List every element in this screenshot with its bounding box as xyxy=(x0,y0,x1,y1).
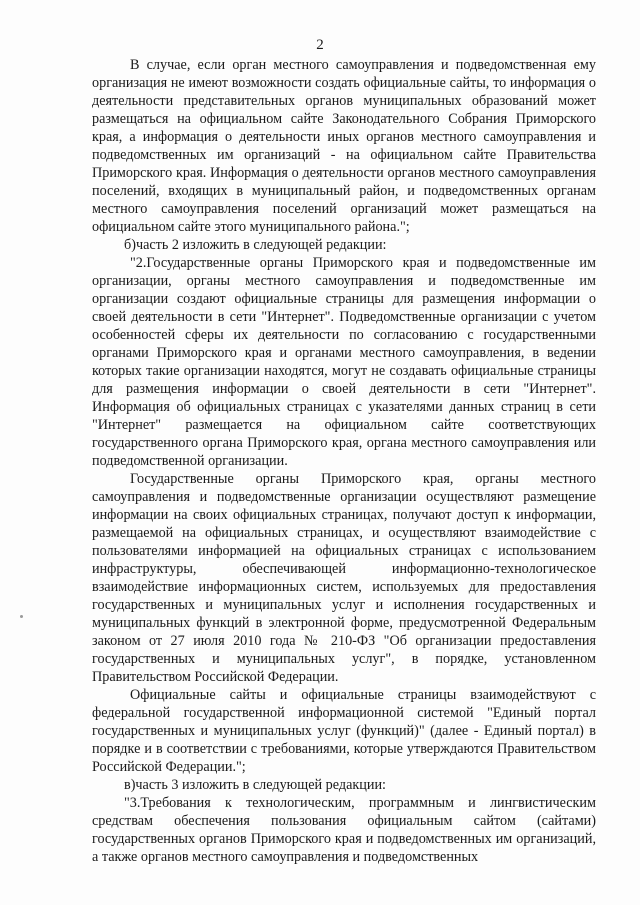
amendment-heading-v: в)часть 3 изложить в следующей редакции: xyxy=(124,777,386,793)
paragraph: В случае, если орган местного самоуправления и подведомственная ему организация не имеют возможности создать официальные сайты, то информация о деятельности представительных органов муниципальных образований может размещаться на официальном сайте Законодательного Собрания Приморского края, а информация о деятельности иных органов местного самоуправления и подведомственных им организаций - на официальном сайте Правительства Приморского края. Информация о деятельности органов местного самоуправления поселений, входящих в муниципальный район, и подведомственных органам местного самоуправления поселений организаций может размещаться на официальном сайте этого муниципального района."; xyxy=(92,57,596,235)
paragraph: Государственные органы Приморского края, органы местного самоуправления и подведомственные организации осуществляют размещение информации на своих официальных страницах, получают доступ к информации, размещаемой на официальных страницах, и осуществляют взаимодействие с пользователями информацией на официальных страницах с использованием инфраструктуры, обеспечивающей информационно-технологическое взаимодействие информационных систем, используемых для предоставления государственных и муниципальных услуг и исполнения государственных и муниципальных функций в электронной форме, предусмотренной Федеральным законом от 27 июля 2010 года № 210-ФЗ "Об организации предоставления государственных и муниципальных услуг", в порядке, установленном Правительством Российской Федерации. xyxy=(92,471,596,685)
scan-artifact xyxy=(20,615,23,618)
paragraph: Официальные сайты и официальные страницы взаимодействуют с федеральной государственной информационной системой "Единый портал государственных и муниципальных услуг (функций)" (далее - Единый портал) в порядке и в соответствии с требованиями, которые утверждаются Правительством Российской Федерации."; xyxy=(92,687,596,775)
paragraph: "3.Требования к технологическим, программным и лингвистическим средствам обеспечения пользования официальным сайтом (сайтами) государственных органов Приморского края и подведомственных им организаций, а также органов местного самоуправления и подведомственных xyxy=(92,795,596,865)
document-body xyxy=(92,56,596,866)
amendment-heading-b: б)часть 2 изложить в следующей редакции: xyxy=(124,237,387,253)
paragraph: "2.Государственные органы Приморского края и подведомственные им организации, органы местного самоуправления и подведомственные им организации создают официальные страницы для размещения информации о своей деятельности в сети "Интернет". Подведомственные организации с учетом особенностей сферы их деятельности по согласованию с государственными органами Приморского края и органами местного самоуправления, в ведении которых такие организации находятся, могут не создавать официальные страницы для размещения информации о своей деятельности в сети "Интернет". Информация об официальных страницах с указателями данных страниц в сети "Интернет" размещается на официальном сайте соответствующих государственного органа Приморского края, органа местного самоуправления или подведомственной организации. xyxy=(92,255,596,469)
page-number: 2 xyxy=(316,37,324,53)
